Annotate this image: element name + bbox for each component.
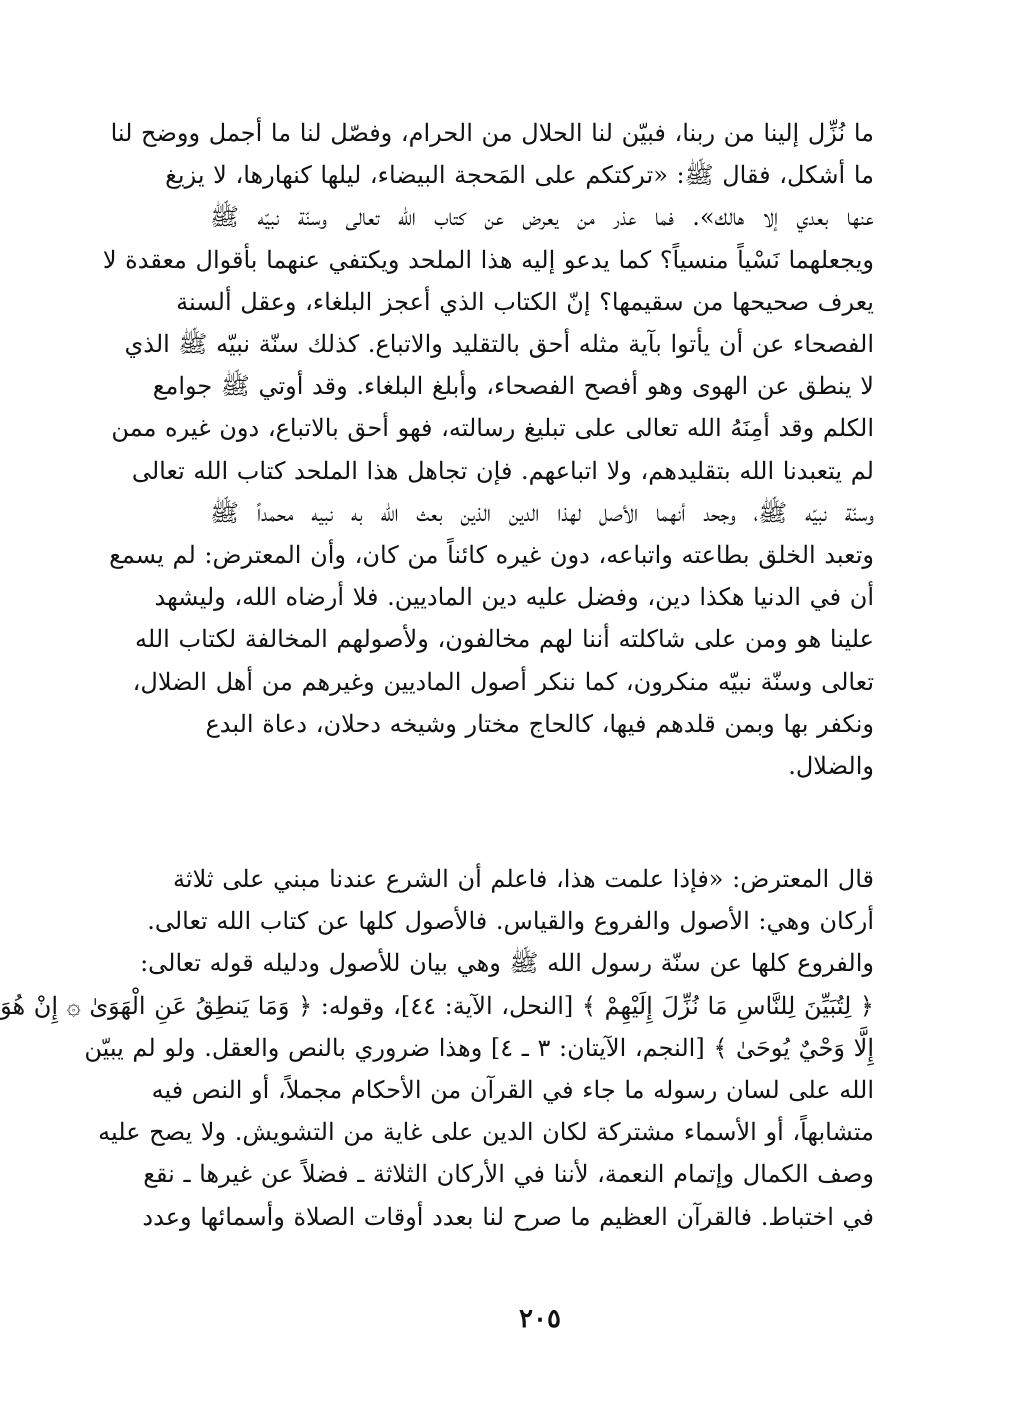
text-line: الفصحاء عن أن يأتوا بآية مثله أحق بالتقليد والاتباع. كذلك سنّة نبيّه ﷺ الذي bbox=[124, 330, 874, 359]
text-line: قال المعترض: «فإذا علمت هذا، فاعلم أن الشرع عندنا مبني على ثلاثة bbox=[173, 865, 874, 893]
text-line: يعرف صحيحها من سقيمها؟ إنّ الكتاب الذي أعجز البلغاء، وعقل ألسنة bbox=[176, 287, 874, 316]
text-line: أن في الدنيا هكذا دين، وفضل عليه دين الماديين. فلا أرضاه الله، وليشهد bbox=[154, 583, 874, 612]
text-line: لا ينطق عن الهوى وهو أفصح الفصحاء، وأبلغ البلغاء. وقد أوتي ﷺ جوامع bbox=[152, 372, 874, 401]
text-line: ما أشكل، فقال ﷺ: «تركتكم على المَحجة البيضاء، ليلها كنهارها، لا يزيغ bbox=[165, 161, 874, 190]
text-line: في اختباط. فالقرآن العظيم ما صرح لنا بعدد أوقات الصلاة وأسمائها وعدد bbox=[142, 1202, 874, 1231]
text-line: تعالى وسنّة نبيّه منكرون، كما ننكر أصول الماديين وغيرهم من أهل الضلال، bbox=[132, 667, 874, 696]
text-line: ويجعلهما نَسْياً منسياً؟ كما يدعو إليه هذا الملحد ويكتفي عنهما بأقوال معقدة لا bbox=[102, 245, 874, 274]
quran-verse-line: إِلَّا وَحْيٌ يُوحَىٰ ﴾ [النجم، الآيتان: ٣ ـ ٤] وهذا ضروري بالنص والعقل. ولو لم يبيّن bbox=[84, 1033, 874, 1062]
paragraph-1 bbox=[102, 112, 874, 787]
text-line: متشابهاً، أو الأسماء مشتركة لكان الدين على غاية من التشويش. ولا يصح عليه bbox=[98, 1118, 874, 1147]
text-line: الكلم وقد أمِنَهُ الله تعالى على تبليغ رسالته، فهو أحق بالاتباع، دون غيره ممن bbox=[111, 414, 874, 443]
page-number: ٢٠٥ bbox=[519, 1304, 561, 1334]
text-line: والضلال. bbox=[788, 752, 874, 781]
text-line: لم يتعبدنا الله بتقليدهم، ولا اتباعهم. فإن تجاهل هذا الملحد كتاب الله تعالى bbox=[131, 456, 874, 485]
text-line: وتعبد الخلق بطاعته واتباعه، دون غيره كائناً من كان، وأن المعترض: لم يسمع bbox=[109, 541, 874, 570]
text-line: وسنّة نبيّه ﷺ، وجحد أنهما الأصل لهذا الدين الذين بعث الله به نبيه محمداً ﷺ bbox=[210, 498, 874, 527]
text-line: ونكفر بها وبمن قلدهم فيها، كالحاج مختار وشيخه دحلان، دعاة البدع bbox=[205, 709, 874, 738]
text-line: ما نُزِّل إلينا من ربنا، فبيّن لنا الحلال من الحرام، وفصّل لنا ما أجمل ووضح لنا bbox=[110, 119, 874, 147]
quran-verse-line: ﴿ لِتُبَيِّنَ لِلنَّاسِ مَا نُزِّلَ إِلَيْهِمْ ﴾ [النحل، الآية: ٤٤]، وقوله: ﴿ وَمَا يَنطِقُ عَنِ الْهَوَىٰ ۞ إِنْ هُوَ bbox=[0, 991, 874, 1020]
text-line: الله على لسان رسوله ما جاء في القرآن من الأحكام مجملاً، أو النص فيه bbox=[151, 1076, 874, 1105]
text-line: عنها بعدي إلا هالك». فما عذر من يعرض عن كتاب الله تعالى وسنّة نبيّه ﷺ bbox=[210, 203, 874, 232]
text-line: وصف الكمال وإتمام النعمة، لأننا في الأركان الثلاثة ـ فضلاً عن غيرها ـ نقع bbox=[143, 1160, 874, 1189]
text-line: علينا هو ومن على شاكلته أننا لهم مخالفون، ولأصولهم المخالفة لكتاب الله bbox=[135, 625, 874, 654]
text-line: والفروع كلها عن سنّة رسول الله ﷺ وهي بيان للأصول ودليله قوله تعالى: bbox=[140, 949, 874, 978]
text-line: أركان وهي: الأصول والفروع والقياس. فالأصول كلها عن كتاب الله تعالى. bbox=[147, 907, 874, 936]
paragraph-2 bbox=[0, 858, 874, 1238]
